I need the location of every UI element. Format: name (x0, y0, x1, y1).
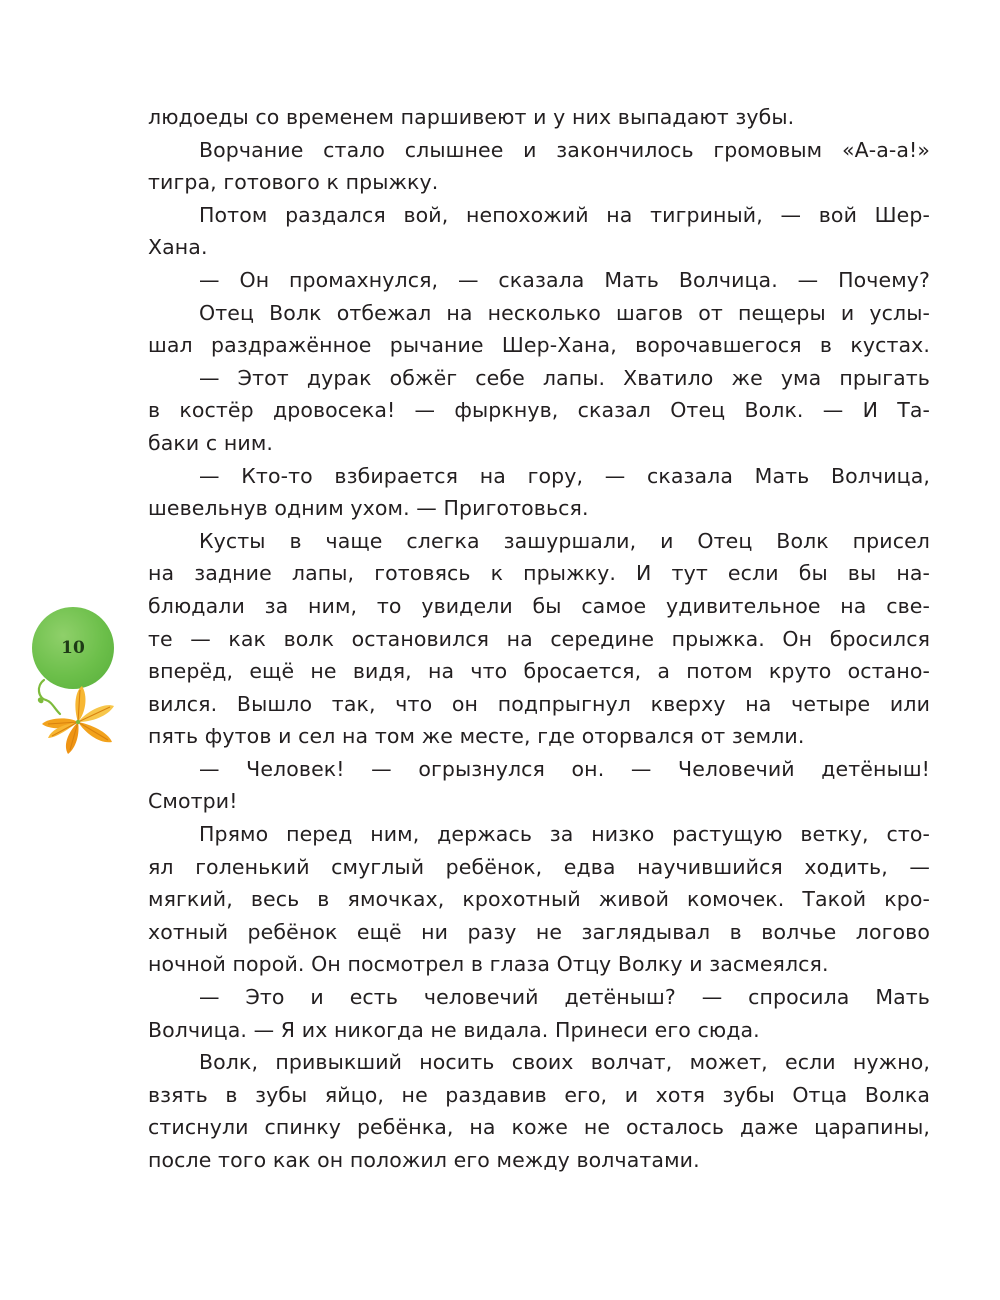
text-line: блюдали за ним, то увидели бы самое удивительное на све- (148, 593, 930, 618)
text-line: взять в зубы яйцо, не раздавив его, и хотя зубы Отца Волка (148, 1082, 930, 1107)
text-line: вился. Вышло так, что он подпрыгнул кверху на четыре или (148, 691, 930, 716)
text-line: ночной порой. Он посмотрел в глаза Отцу Волку и засмеялся. (148, 952, 829, 977)
page-number: 10 (61, 638, 85, 658)
text-line: те — как волк остановился на середине прыжка. Он бросился (148, 626, 930, 651)
text-line: в костёр дровосека! — фыркнув, сказал Отец Волк. — И Та- (148, 398, 930, 423)
text-line: вперёд, ещё не видя, на что бросается, а потом круто остано- (148, 659, 930, 684)
text-line: Отец Волк отбежал на несколько шагов от пещеры и услы- (199, 300, 930, 325)
text-line: людоеды со временем паршивеют и у них выпадают зубы. (148, 105, 795, 129)
text-line: Волчица. — Я их никогда не видала. Принеси его сюда. (148, 1017, 760, 1042)
text-line: на задние лапы, готовясь к прыжку. И тут если бы вы на- (148, 561, 930, 586)
text-line: — Этот дурак обжёг себе лапы. Хватило же ума прыгать (199, 365, 930, 390)
text-line: мягкий, весь в ямочках, крохотный живой комочек. Такой кро- (148, 887, 930, 912)
text-line: хотный ребёнок ещё ни разу не заглядывал в волчье логово (148, 919, 930, 944)
text-line: баки с ним. (148, 430, 274, 455)
text-line: стиснули спинку ребёнка, на коже не осталось даже царапины, (148, 1115, 930, 1140)
text-line: Потом раздался вой, непохожий на тигриный, — вой Шер- (199, 202, 930, 227)
text-line: Хана. (148, 235, 208, 260)
text-line: после того как он положил его между волчатами. (148, 1148, 700, 1172)
text-line: тигра, готового к прыжку. (148, 170, 439, 195)
text-line: Смотри! (148, 789, 238, 814)
text-line: пять футов и сел на том же месте, где оторвался от земли. (148, 724, 805, 749)
text-line: — Кто-то взбирается на гору, — сказала Мать Волчица, (199, 463, 930, 488)
text-line: Прямо перед ним, держась за низко растущую ветку, сто- (199, 822, 930, 847)
autumn-leaf-icon (30, 676, 122, 758)
text-line: Кусты в чаще слегка зашуршали, и Отец Волк присел (199, 528, 930, 553)
text-line: Ворчание стало слышнее и закончилось громовым «А-а-а!» (199, 137, 930, 162)
text-line: Волк, привыкший носить своих волчат, может, если нужно, (199, 1050, 930, 1075)
text-line: — Он промахнулся, — сказала Мать Волчица. — Почему? (199, 267, 930, 292)
text-line: шевельнув одним ухом. — Приготовься. (148, 496, 589, 521)
text-line: — Это и есть человечий детёныш? — спросила Мать (199, 985, 930, 1010)
page-text (148, 101, 930, 1177)
text-line: ял голенький смуглый ребёнок, едва научившийся ходить, — (148, 854, 930, 879)
text-line: шал раздражённое рычание Шер-Хана, ворочавшегося в кустах. (148, 333, 930, 358)
text-line: — Человек! — огрызнулся он. — Человечий детёныш! (199, 756, 930, 781)
